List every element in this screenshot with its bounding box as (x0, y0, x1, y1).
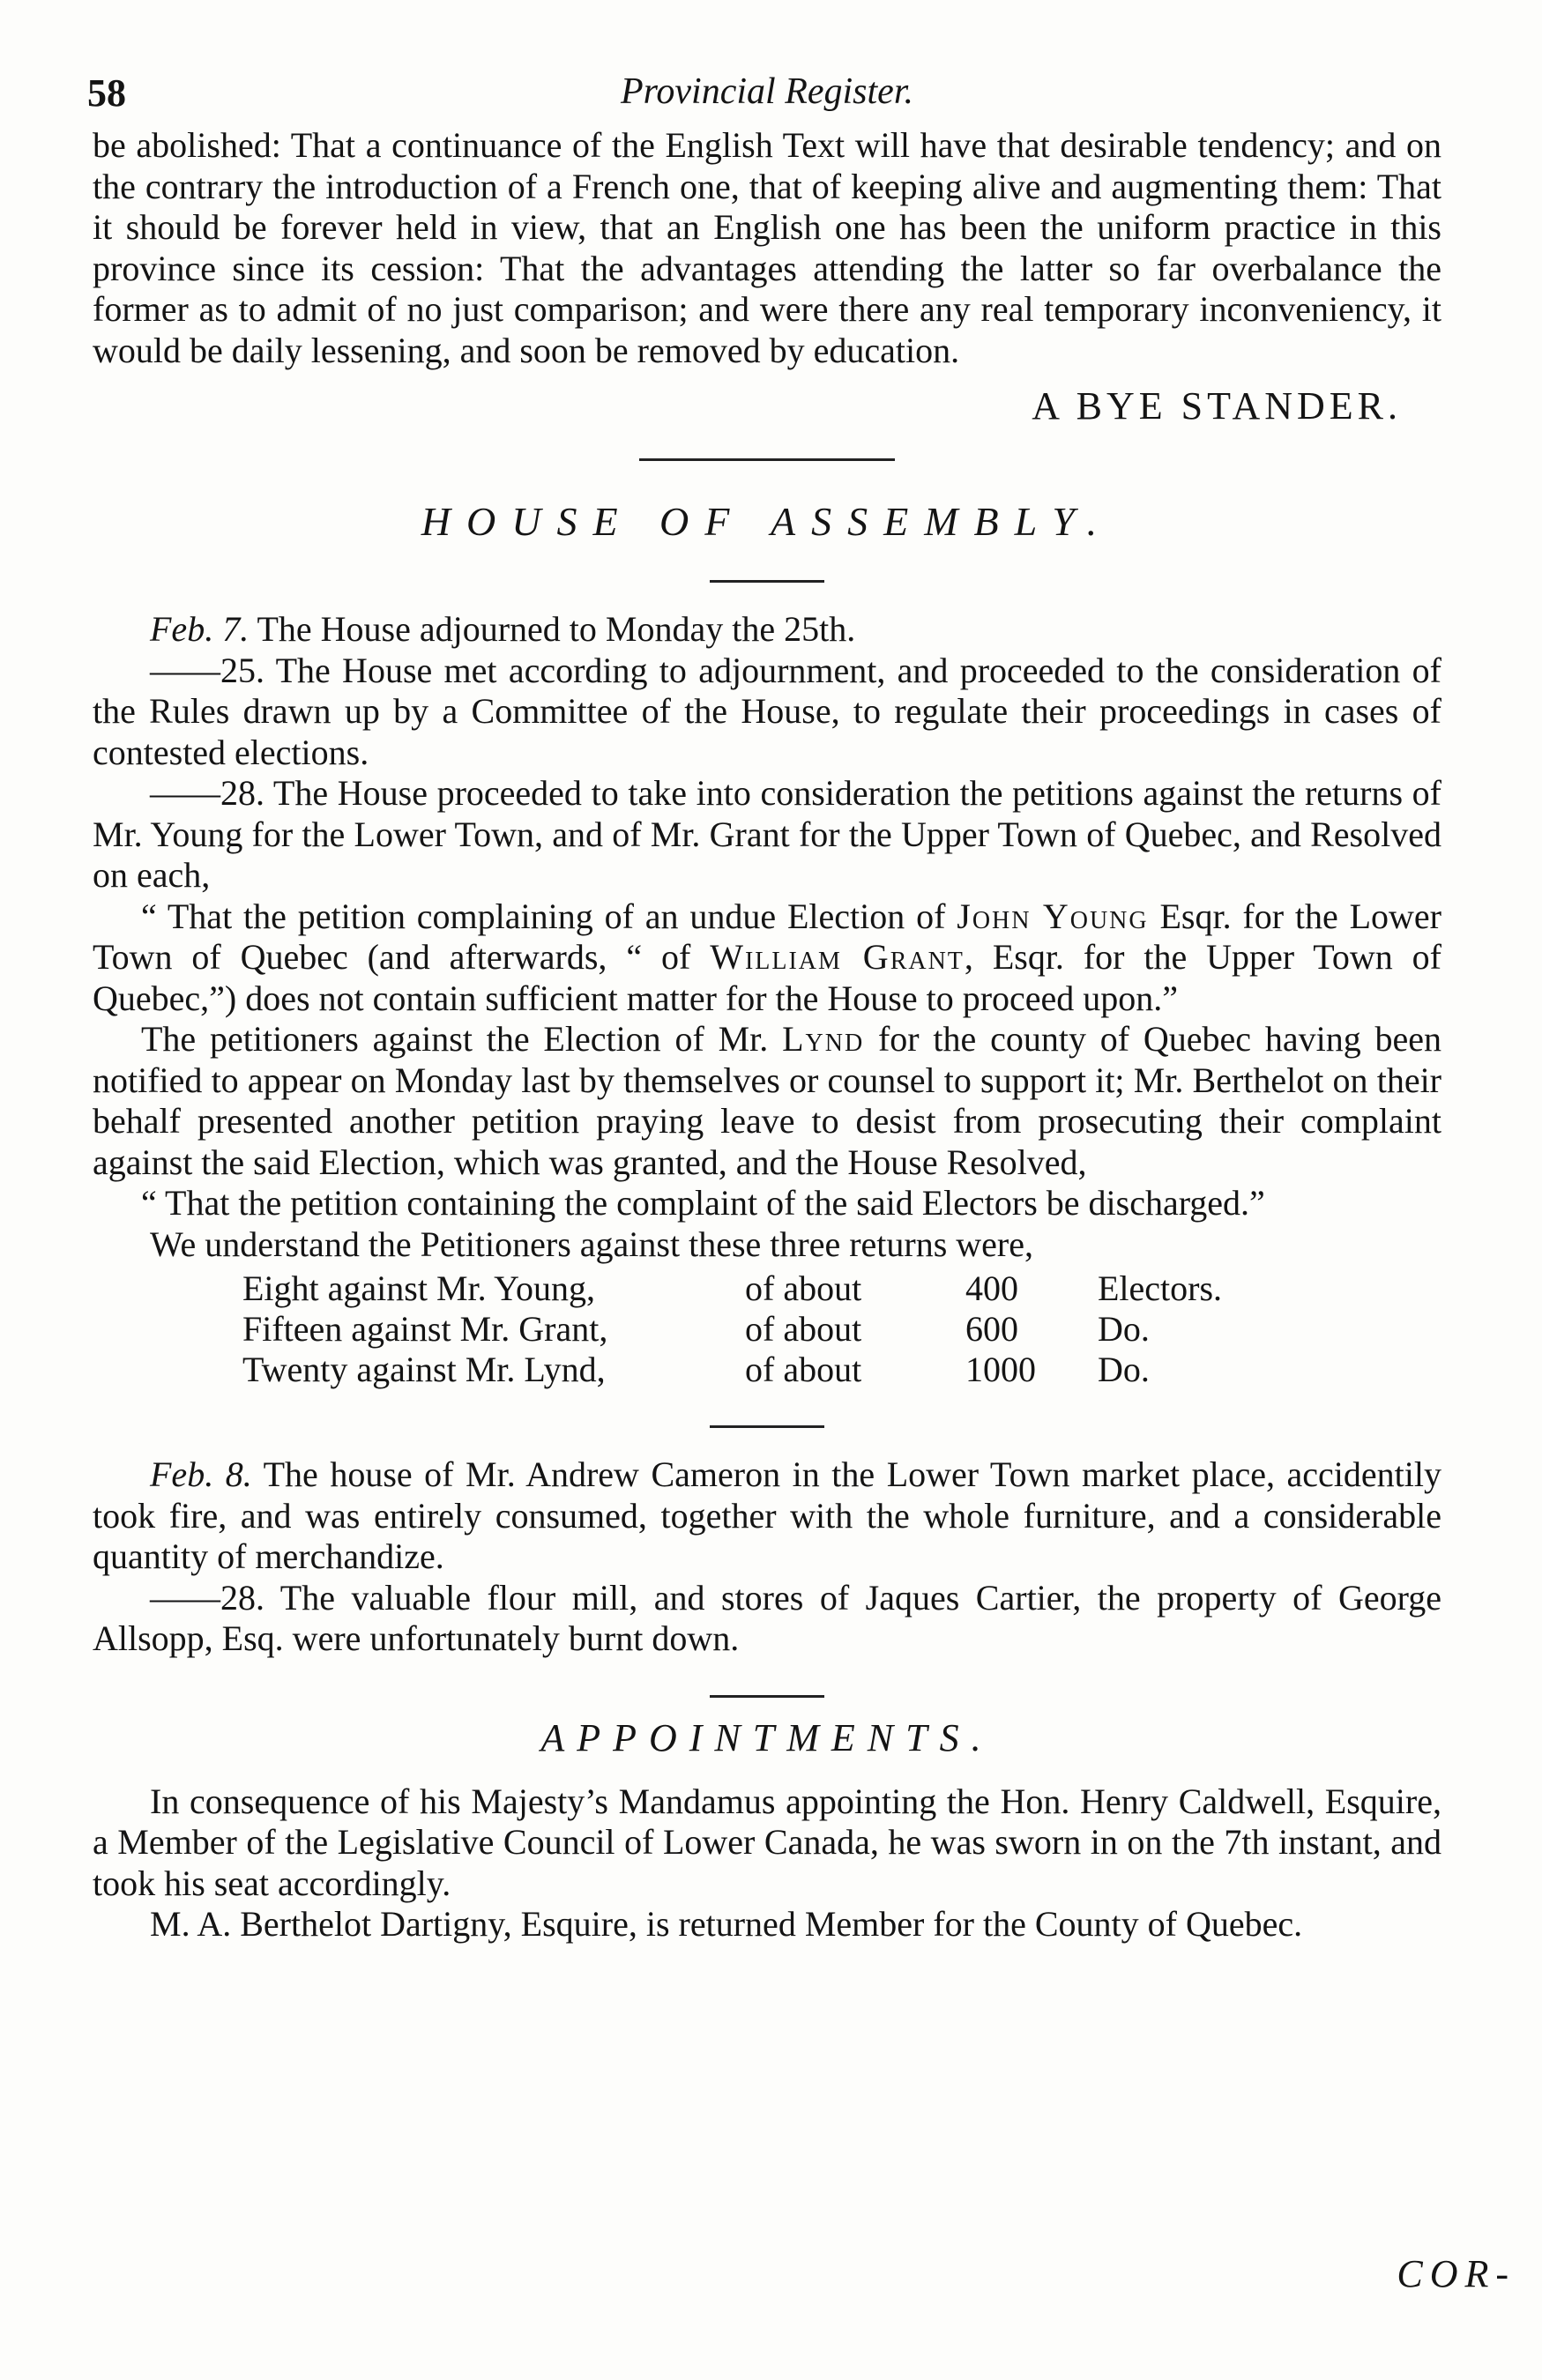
table-row: Eight against Mr. Young, of about 400 Electors. (242, 1268, 1223, 1308)
assembly-entry-28 (93, 773, 1441, 896)
running-title: Provincial Register. (620, 71, 914, 112)
entry-date: Feb. 7. (150, 609, 250, 649)
petitioners-table (242, 1268, 1441, 1390)
house-of-assembly-heading: HOUSE OF ASSEMBLY. (421, 499, 1114, 544)
entry-date: ——28. (150, 773, 264, 813)
entry-text: The House met according to adjournment, and proceeded to the consideration of the Rules drawn up by a Committee of the House, to regulate their proceedings in cases of contested elections. (93, 650, 1442, 772)
table-row: Fifteen against Mr. Grant, of about 600 Do. (242, 1309, 1150, 1349)
resolution-quote-1: “ That the petition complaining of an undue Election of John Young Esqr. for the Lower Town of Quebec (and afterwards, “ of William Grant, Esqr. for the Upper Town of Quebec,”) does not contain sufficient matter for the House to proceed upon.” (93, 896, 1442, 1018)
understand-paragraph: We understand the Petitioners against these three returns were, (150, 1223, 1033, 1264)
appointment-dartigny: M. A. Berthelot Dartigny, Esquire, is returned Member for the County of Quebec. (150, 1904, 1303, 1944)
entry-text: The House proceeded to take into consideration the petitions against the returns of Mr. Young for the Lower Town, and of Mr. Grant for the Upper Town of Quebec, and Resolved on each, (93, 773, 1441, 895)
section-divider (710, 1695, 824, 1698)
person-name: John Young (957, 896, 1149, 936)
resolution-quote-2: “ That the petition containing the complaint of the said Electors be discharged.” (141, 1183, 1265, 1223)
appointments-heading: APPOINTMENTS. (540, 1715, 994, 1759)
petitioners-paragraph: The petitioners against the Election of Mr. Lynd for the county of Quebec having been notified to appear on Monday last by themselves or counsel to support it; Mr. Berthelot on their behalf presented another petition praying leave to desist from prosecuting their complaint against the said Election, which was granted, and the House Resolved, (93, 1019, 1441, 1182)
entry-date: ——28. (150, 1577, 264, 1618)
section-divider (710, 1425, 824, 1428)
assembly-entry-feb7 (93, 609, 1441, 651)
person-name: Lynd (782, 1019, 865, 1059)
heading-divider (710, 580, 824, 583)
page-number: 58 (87, 71, 126, 115)
appointment-caldwell: In consequence of his Majesty’s Mandamus appointing the Hon. Henry Caldwell, Esquire, a Member of the Legislative Council of Lower Canada, he was sworn in on the 7th instant, and took his seat accordingly. (93, 1781, 1441, 1903)
intro-paragraph: be abolished: That a continuance of the English Text will have that desirable tendency; and on the contrary the introduction of a French one, that of keeping alive and augmenting them: That it should be forever held in view, that an English one has been the uniform practice in this province since its cession: That the advantages attending the latter so far overbalance the former as to admit of no just comparison; and were there any real temporary inconveniency, it would be daily lessening, and soon be removed by education. (93, 125, 1441, 370)
page-header (87, 63, 1441, 125)
page (87, 63, 1442, 1945)
entry-date: ——25. (150, 650, 264, 690)
entry-date: Feb. 8. (150, 1454, 252, 1494)
table-row: Twenty against Mr. Lynd, of about 1000 Do. (242, 1350, 1150, 1389)
news-entry-28 (93, 1578, 1441, 1660)
signature: A BYE STANDER. (1032, 384, 1402, 428)
entry-text: The house of Mr. Andrew Cameron in the Lower Town market place, accidentily took fire, and was entirely consumed, together with the whole furniture, and a considerable quantity of merchandize. (93, 1454, 1442, 1576)
entry-text: The House adjourned to Monday the 25th. (257, 609, 856, 649)
catchword: COR- (1397, 2252, 1516, 2295)
section-divider (639, 458, 895, 461)
news-entry-feb8 (93, 1454, 1441, 1578)
assembly-entry-25 (93, 651, 1441, 774)
entry-text: The valuable flour mill, and stores of Jaques Cartier, the property of George Allsopp, Esq. were unfortunately burnt down. (93, 1577, 1441, 1658)
person-name: William Grant (710, 937, 965, 977)
